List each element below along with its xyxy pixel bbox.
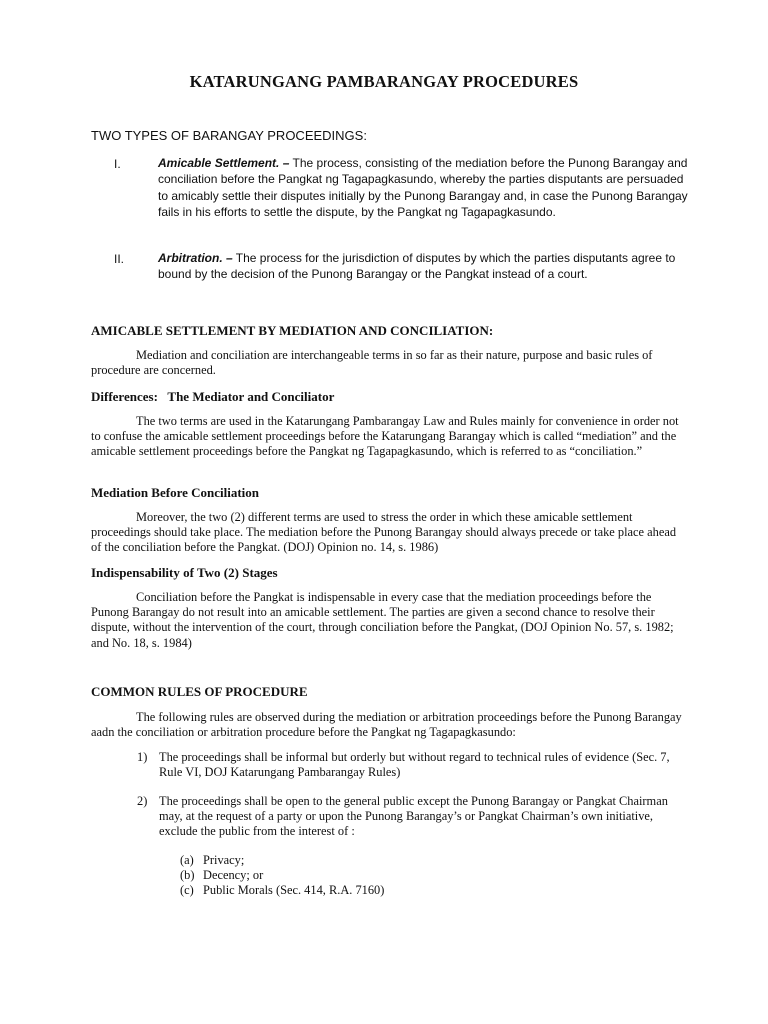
sub-item-letter: (c) bbox=[180, 883, 194, 898]
section-paragraph: The two terms are used in the Katarungang Pambarangay Law and Rules mainly for convenience in order not to confuse the amicable settlement proceedings before the Katarungang Barangay which is called “mediation” and the amicable settlement proceedings before the Pangkat ng Tagapagkasundo, which is referred to as “conciliation.” bbox=[91, 414, 679, 459]
type-term: Arbitration. – bbox=[158, 251, 233, 265]
sub-item-text: Privacy; bbox=[203, 853, 245, 867]
sub-item bbox=[180, 883, 384, 898]
type-text: The process, consisting of the mediation before the Punong Barangay and conciliation before the Pangkat ng Tagapagkasundo, whereby the parties disputants are persuaded to amicably settle their disputes initially by the Punong Barangay and, in case the Punong Barangay fails in his efforts to settle the dispute, by the Pangkat ng Tagapagkasundo. bbox=[158, 156, 688, 219]
sub-item-text: Decency; or bbox=[203, 868, 264, 883]
type-definition bbox=[158, 155, 688, 220]
rule-number: 1) bbox=[137, 750, 148, 764]
rule-text: The proceedings shall be informal but orderly but without regard to technical rules of evidence (Sec. 7, Rule VI, DOJ Katarungang Pambarangay Rules) bbox=[159, 750, 670, 780]
section-paragraph: Moreover, the two (2) different terms are used to stress the order in which these amicable settlement proceedings should take place. The mediation before the Punong Barangay should always precede or take place ahead of the conciliation before the Pangkat. (DOJ) Opinion no. 14, s. 1986) bbox=[91, 510, 677, 555]
type-term: Amicable Settlement. – bbox=[158, 156, 290, 170]
type-numeral: II. bbox=[114, 252, 125, 266]
section-paragraph: Conciliation before the Pangkat is indispensable in every case that the mediation proceedings before the Punong Barangay do not result into an amicable settlement. The parties are given a second chance to resolve their dispute, without the intervention of the court, through conciliation before the Pangkat, (DOJ Opinion No. 57, s. 1982; and No. 18, s. 1984) bbox=[91, 590, 674, 650]
section-paragraph: Mediation and conciliation are interchangeable terms in so far as their nature, purpose and basic rules of procedure are concerned. bbox=[91, 348, 653, 378]
sub-item bbox=[180, 868, 384, 883]
sub-item-letter: (a) bbox=[180, 853, 194, 867]
rule-number: 2) bbox=[137, 794, 148, 808]
section-heading: AMICABLE SETTLEMENT BY MEDIATION AND CONCILIATION: bbox=[91, 323, 494, 338]
type-text: The process for the jurisdiction of disputes by which the parties disputants agree to bound by the decision of the Punong Barangay or the Pangkat instead of a court. bbox=[158, 251, 676, 282]
rule-item bbox=[137, 794, 677, 840]
type-definition bbox=[158, 250, 688, 283]
section-paragraph: The following rules are observed during the mediation or arbitration proceedings before the Punong Barangay aadn the conciliation or arbitration procedure before the Pangkat ng Tagapagkasundo: bbox=[91, 710, 682, 740]
sub-item bbox=[180, 853, 384, 868]
sub-item-list bbox=[180, 853, 384, 899]
section-heading: Mediation Before Conciliation bbox=[91, 485, 260, 500]
section-heading: Differences: The Mediator and Conciliator bbox=[91, 389, 335, 404]
section-heading: COMMON RULES OF PROCEDURE bbox=[91, 684, 308, 699]
type-numeral: I. bbox=[114, 157, 121, 171]
rule-text: The proceedings shall be open to the general public except the Punong Barangay or Pangkat Chairman may, at the request of a party or upon the Punong Barangay’s or Pangkat Chairman’s own initiative, exclude the public from the interest of : bbox=[159, 794, 668, 839]
sub-item-text: Public Morals (Sec. 414, R.A. 7160) bbox=[203, 883, 385, 898]
sub-item-letter: (b) bbox=[180, 868, 195, 883]
section-heading: Indispensability of Two (2) Stages bbox=[91, 565, 278, 580]
rule-item bbox=[137, 750, 677, 780]
document-title: KATARUNGANG PAMBARANGAY PROCEDURES bbox=[189, 72, 579, 91]
types-heading: TWO TYPES OF BARANGAY PROCEEDINGS: bbox=[91, 128, 367, 143]
